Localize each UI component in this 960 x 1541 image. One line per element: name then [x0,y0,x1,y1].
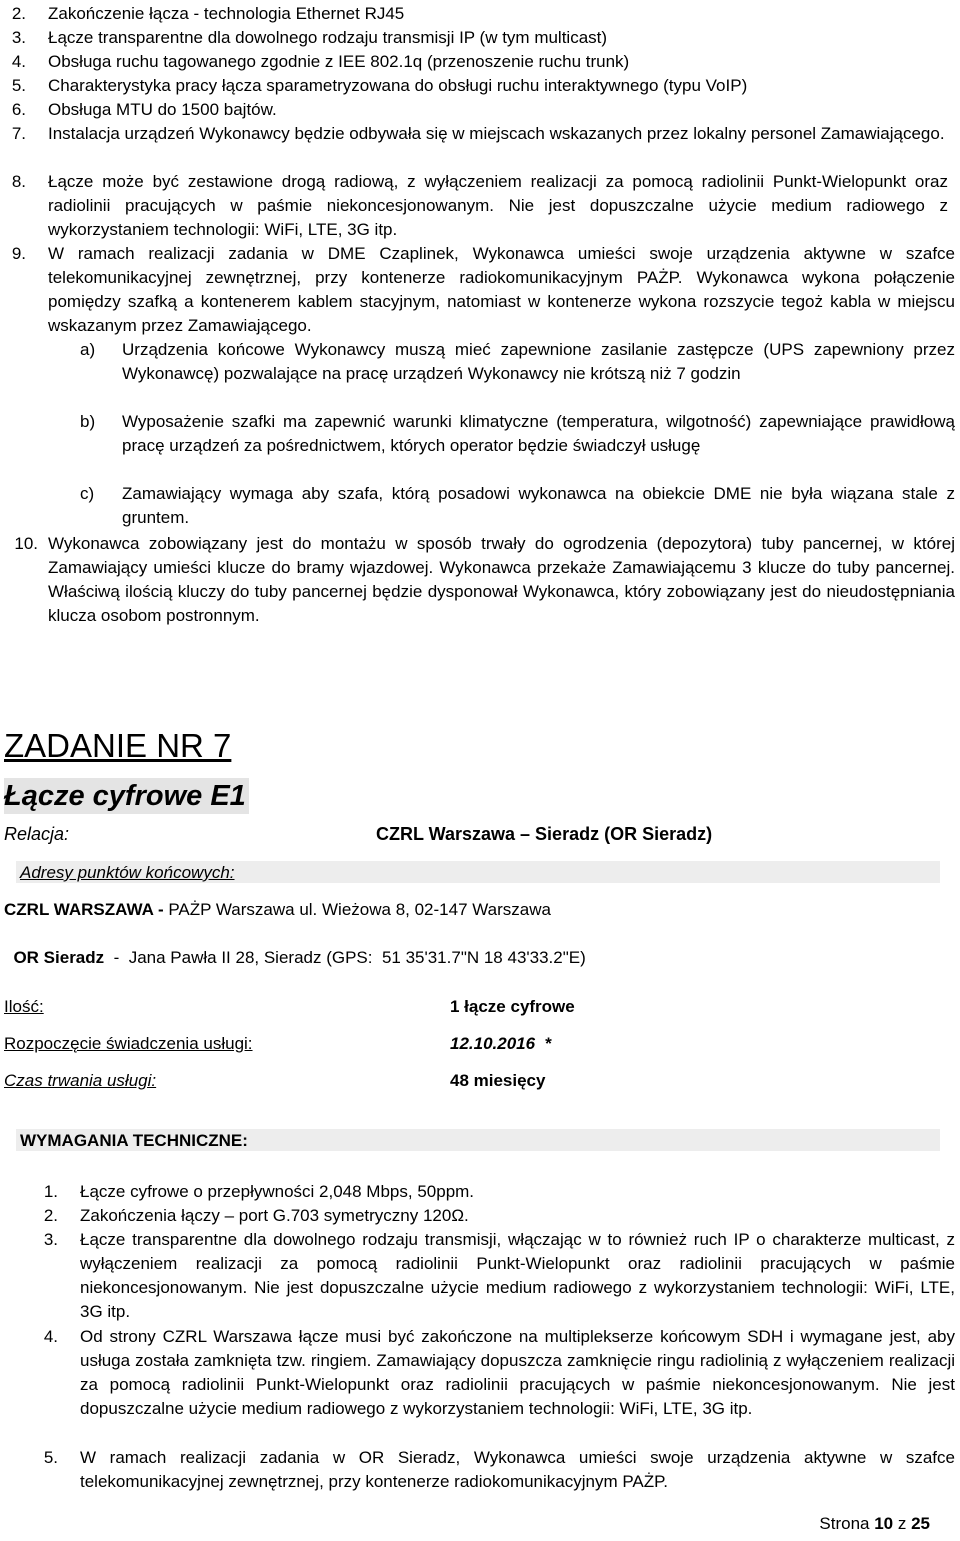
list-text: Wykonawca zobowiązany jest do montażu w sposób trwały do ogrodzenia (depozytora) tuby pancernej, w której Zamawiający umieści klucze do bramy wjazdowej. Wykonawca przekaże Zamawiającemu 3 klucze do tuby pancernej. Właściwą ilością kluczy do tuby pancernej będzie dysponował Wykonawca, który zobowiązany jest do nieudostępniania klucza osobom postronnym. [48,534,955,625]
list-text: Łącze transparentne dla dowolnego rodzaju transmisji IP (w tym multicast) [48,28,608,47]
list-number: 4. [11,52,26,71]
sublist-text: Wyposażenie szafki ma zapewnić warunki klimatyczne (temperatura, wilgotność) zapewniające prawidłową pracę urządzeń za pośrednictwem, których operator będzie świadczył usługę [122,412,955,455]
quantity-value: 1 łącze cyfrowe [450,997,575,1016]
duration-value: 48 miesięcy [450,1071,546,1090]
address-line-2: OR Sieradz - Jana Pawła II 28, Sieradz (GPS: 51 35'31.7"N 18 43'33.2"E) [13,948,586,967]
list-number: 5. [43,1448,58,1467]
list-text: W ramach realizacji zadania w OR Sieradz, Wykonawca umieści swoje urządzenia aktywne w szafce telekomunikacyjnej zewnętrznej, przy kontenerze radiokomunikacyjnym PAŻP. [80,1448,955,1491]
tech-requirements-label: WYMAGANIA TECHNICZNE: [20,1131,248,1150]
task-subheading: Łącze cyfrowe E1 [4,778,249,814]
sublist-letter: c) [80,484,95,503]
task-heading: ZADANIE NR 7 [4,727,232,764]
sublist-letter: a) [80,340,96,359]
list-number: 2. [11,4,26,23]
list-text: Łącze transparentne dla dowolnego rodzaju transmisji, włączając w to również ruch IP o charakterze multicast, z wyłączeniem realizacji za pomocą radiolinii Punkt-Wielopunkt oraz radiolinii pracujących w paśmie niekoncesjonowanym. Nie jest dopuszczalne użycie medium radiowego z wykorzystaniem technologii: WiFi, LTE, 3G itp. [80,1230,955,1321]
addresses-label: Adresy punktów końcowych: [20,863,235,882]
list-number: 10. [14,534,38,553]
relation-value: CZRL Warszawa – Sieradz (OR Sieradz) [376,824,713,844]
page-footer: Strona 10 z 25 [819,1514,930,1533]
list-number: 2. [43,1206,58,1225]
list-number: 8. [11,172,26,191]
list-text: Obsługa ruchu tagowanego zgodnie z IEE 802.1q (przenoszenie ruchu trunk) [48,52,630,71]
start-label: Rozpoczęcie świadczenia usługi: [4,1034,253,1053]
list-number: 7. [11,124,26,143]
list-text: W ramach realizacji zadania w DME Czaplinek, Wykonawca umieści swoje urządzenia aktywne w szafce telekomunikacyjnej zewnętrznej, przy kontenerze radiokomunikacyjnym PAŻP. Wykonawca wykona połączenie pomiędzy szafką a kontenerem kablem stacyjnym, natomiast w kontenerze wykona rozszycie tegoż kabla w miejscu wskazanym przez Zamawiającego. [48,244,955,335]
list-text: Instalacja urządzeń Wykonawcy będzie odbywała się w miejscach wskazanych przez lokalny personel Zamawiającego. [48,124,945,143]
list-text: Zakończenie łącza - technologia Ethernet RJ45 [48,4,405,23]
list-text: Od strony CZRL Warszawa łącze musi być zakończone na multiplekserze końcowym SDH i wymagane jest, aby usługa została zamknięta tzw. ringiem. Zamawiający dopuszcza zamknięcie ringu radiolinią z wyłączeniem realizacji za pomocą radiolinii Punkt-Wielopunkt oraz radiolinii pracujących w paśmie niekoncesjonowanym. Nie jest dopuszczalne użycie medium radiowego z wykorzystaniem technologii: WiFi, LTE, 3G itp. [80,1327,955,1418]
list-text: Charakterystyka pracy łącza sparametryzowana do obsługi ruchu interaktywnego (typu VoIP) [48,76,748,95]
start-value: 12.10.2016 * [450,1034,552,1053]
page-number: 10 [874,1514,894,1533]
quantity-label: Ilość: [4,997,44,1016]
sublist-text: Urządzenia końcowe Wykonawcy muszą mieć zapewnione zasilanie zastępcze (UPS zapewniony przez Wykonawcę) pozwalające na pracę urządzeń Wykonawcy nie krótszą niż 7 godzin [122,340,955,383]
list-text: Łącze może być zestawione drogą radiową, z wyłączeniem realizacji za pomocą radiolinii Punkt-Wielopunkt oraz radiolinii pracujących w paśmie niekoncesjonowanym. Nie jest dopuszczalne użycie medium radiowego z wykorzystaniem technologii: WiFi, LTE, 3G itp. [48,172,948,239]
relation-label: Relacja: [4,824,70,844]
list-text: Obsługa MTU do 1500 bajtów. [48,100,277,119]
duration-label: Czas trwania usługi: [4,1071,157,1090]
list-number: 4. [43,1327,58,1346]
list-number: 1. [43,1182,58,1201]
sublist-text: Zamawiający wymaga aby szafa, którą posadowi wykonawca na obiekcie DME nie była wiązana stale z gruntem. [122,484,955,527]
address-line-1: CZRL WARSZAWA - PAŻP Warszawa ul. Wieżowa 8, 02-147 Warszawa [4,900,551,919]
list-number: 5. [11,76,26,95]
list-text: Łącze cyfrowe o przepływności 2,048 Mbps, 50ppm. [80,1182,475,1201]
list-number: 3. [43,1230,58,1249]
page-total: 25 [911,1514,930,1533]
list-text: Zakończenia łączy – port G.703 symetryczny 120Ω. [80,1206,469,1225]
sublist-letter: b) [80,412,96,431]
list-number: 3. [11,28,26,47]
list-number: 9. [11,244,26,263]
list-number: 6. [11,100,26,119]
